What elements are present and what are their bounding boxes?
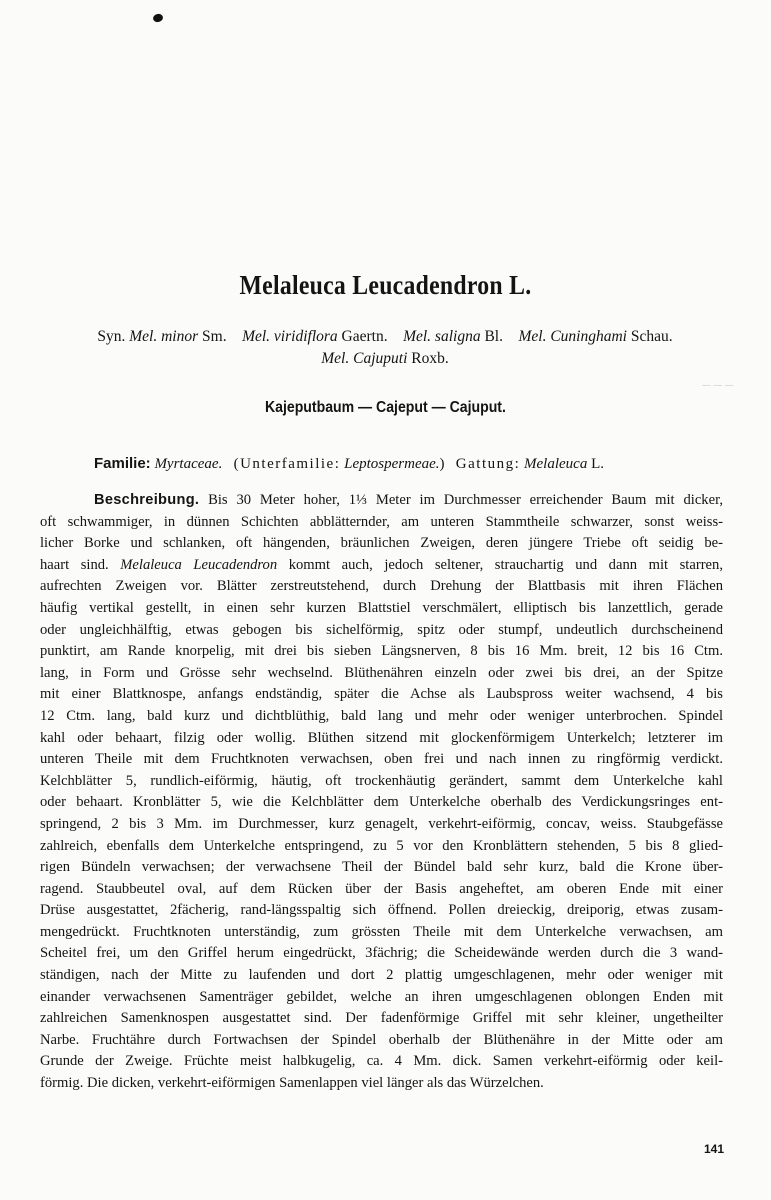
synonyms	[40, 326, 730, 370]
description-line	[40, 706, 723, 728]
genus-author: L.	[591, 456, 605, 472]
genus-label: Gattung:	[455, 456, 521, 472]
synonym-name: Mel. minor	[129, 328, 199, 345]
ink-blot	[152, 13, 164, 23]
description-line	[40, 533, 723, 555]
description-line	[40, 771, 723, 793]
description-line	[40, 965, 723, 987]
description-line	[40, 576, 723, 598]
synonym-name: Mel. Cajuputi	[321, 350, 408, 367]
synonyms-line-2	[40, 348, 730, 370]
description-line-text: Grunde der Zweige. Früchte meist halbkugelig, ca. 4 Mm. dick. Samen verkehrt-eiförmig oder keil-	[40, 1053, 723, 1070]
description-line-text: Kelchblätter 5, rundlich-eiförmig, häutig, oft trockenhäutig gerändert, sammt dem Unterkelche kahl	[40, 772, 723, 789]
genus-name: Melaleuca	[524, 456, 588, 472]
description-line-text: lang, in Form und Grösse sehr wechselnd. Blüthenähren einzeln oder zwei bis drei, an der Spitze	[40, 664, 723, 681]
description-line-text: aufrechten Zweigen vor. Blätter zerstreutstehend, durch Drehung der Blattbasis mit ihren Flächen	[40, 578, 723, 595]
subfamily-label: (Unterfamilie:	[233, 456, 341, 472]
bleed-through-text: ─ ─ ─	[702, 378, 734, 392]
description-line-text: Bis 30 Meter hoher, 1⅓ Meter im Durchmesser erreichender Baum mit dicker,	[199, 492, 723, 508]
synonym-text: Syn.	[97, 328, 130, 345]
description-line-text: Drüse ausgestattet, 2fächerig, rand-längsspaltig sich öffnend. Pollen dreieckig, dreiporig, etwas zusam-	[40, 902, 723, 919]
common-names: Kajeputbaum — Cajeput — Cajuput.	[264, 399, 506, 416]
description-line-text: zahlreichen Samenknospen ausgestattet sind. Der fadenförmige Griffel mit sehr kleiner, ungetheilter	[40, 1010, 723, 1027]
description-line	[40, 814, 723, 836]
description-line-text: mit einer Blattknospe, anfangs endständig, später die Achse als Laubspross weiter wachsend, 4 bis	[40, 686, 723, 703]
description-line	[40, 1073, 723, 1095]
synonym-text: Bl.	[480, 328, 519, 345]
description-line-text: einander verwachsenen Samenträger gebildet, welche an ihren umgeschlagenen oblongen Enden mit	[40, 988, 723, 1005]
description-line	[40, 836, 723, 858]
page-number: 141	[704, 1142, 725, 1156]
synonym-name: Mel. viridiflora	[242, 328, 338, 345]
description-line-text: springend, 2 bis 3 Mm. im Durchmesser, kurz genagelt, verkehrt-eiförmig, concav, weiss. Staubgefässe	[40, 815, 723, 832]
description-line-text: rigen Bündeln verwachsen; der verwachsene Theil der Bündel bald sehr kurz, bald die Krone über-	[40, 859, 723, 876]
description-line	[40, 1051, 723, 1073]
description-line	[40, 641, 723, 663]
page-title: Melaleuca Leucadendron L.	[239, 270, 532, 300]
description-line	[40, 879, 723, 901]
description-label: Beschreibung.	[94, 492, 200, 508]
description-line	[40, 490, 723, 512]
synonym-text: Roxb.	[407, 350, 449, 367]
description-line-text: ragend. Staubbeutel oval, auf dem Rücken über der Basis angeheftet, am oberen Ende mit einer	[40, 880, 723, 897]
description-line	[40, 922, 723, 944]
synonym-text: Sm.	[198, 328, 243, 345]
description-line	[40, 555, 723, 577]
description-line	[40, 663, 723, 685]
synonym-name: Mel. saligna	[403, 328, 481, 345]
description-line-text: 12 Ctm. lang, bald kurz und dichtblüthig, bald lang und mehr oder weniger unterbrochen. Spindel	[40, 707, 723, 724]
description-line-text: Narbe. Fruchtähre durch Fortwachsen der Spindel oberhalb der Blüthenähre in der Mitte oder am	[40, 1031, 723, 1048]
description-line-text: punktirt, am Rande knorpelig, mit drei bis sieben Längsnerven, 8 bis 16 Mm. breit, 12 bis 16 Ctm.	[40, 643, 723, 660]
description-line-text: kahl oder behaart, filzig oder wollig. Blüthen sitzend mit glockenförmigem Unterkelch; letzterer im	[40, 729, 723, 746]
description-line-text: häufig vertikal gestellt, in einen sehr kurzen Blattstiel verschmälert, elliptisch bis lanzettlich, gerade	[40, 599, 723, 616]
description-line	[40, 857, 723, 879]
description-line	[40, 512, 723, 534]
description-paragraph	[40, 490, 723, 1095]
family-label: Familie:	[94, 455, 151, 472]
description-line	[40, 900, 723, 922]
description-line-text: zahlreich, ebenfalls dem Unterkelche entspringend, zu 5 vor den Kronblättern stehenden, 5 bis 8 glied-	[40, 837, 723, 854]
family-name: Myrtaceae.	[154, 456, 223, 472]
subfamily-name: Leptospermeae.	[344, 456, 440, 472]
description-line	[40, 728, 723, 750]
description-line-text: unteren Theile mit dem Fruchtknoten verwachsen, oben frei und nach innen zu ringförmig verdickt.	[40, 751, 723, 768]
synonym-text: Gaertn.	[337, 328, 404, 345]
description-line	[40, 792, 723, 814]
description-line-text: ständigen, nach der Mitte zu laufenden und dort 2 plattig umgeschlagenen, mehr oder weniger mit	[40, 967, 723, 984]
description-line	[40, 684, 723, 706]
description-line	[40, 1030, 723, 1052]
description-line-text: Scheitel frei, um den Griffel herum eingedrückt, 3fächrig; die Scheidewände werden durch die 3 wand-	[40, 945, 723, 962]
description-line	[40, 620, 723, 642]
description-line-text: licher Borke und schlanken, oft hängenden, bräunlichen Zweigen, deren jüngere Triebe oft seidig be-	[40, 535, 723, 552]
description-line	[40, 1008, 723, 1030]
description-line	[40, 943, 723, 965]
description-line-text: haart sind. Melaleuca Leucadendron kommt auch, jedoch seltener, strauchartig und dann mit starren,	[40, 556, 723, 573]
description-line-text: oder ungleichhälftig, etwas gebogen bis sichelförmig, spitz oder stumpf, undeutlich durchscheinend	[40, 621, 723, 638]
synonym-name: Mel. Cuninghami	[518, 328, 627, 345]
description-line-text: oder behaart. Kronblätter 5, wie die Kelchblätter dem Unterkelche oberhalb des Verdickungsringes ent-	[40, 794, 723, 811]
subfamily-close: )	[439, 456, 445, 472]
description-line-text: mengedrückt. Fruchtknoten unterständig, zum grössten Theile mit dem Unterkelche verwachsen, am	[40, 923, 723, 940]
synonyms-line-1	[40, 326, 730, 348]
taxonomy-line	[94, 455, 694, 473]
synonym-text: Schau.	[626, 328, 673, 345]
description-line-text: förmig. Die dicken, verkehrt-eiförmigen Samenlappen viel länger als das Würzelchen.	[40, 1075, 544, 1092]
description-line	[40, 598, 723, 620]
description-line-text: oft schwammiger, in dünnen Schichten abblätternder, am unteren Stammtheile schwarzer, sonst weiss-	[40, 513, 723, 530]
description-line	[40, 749, 723, 771]
description-line	[40, 987, 723, 1009]
